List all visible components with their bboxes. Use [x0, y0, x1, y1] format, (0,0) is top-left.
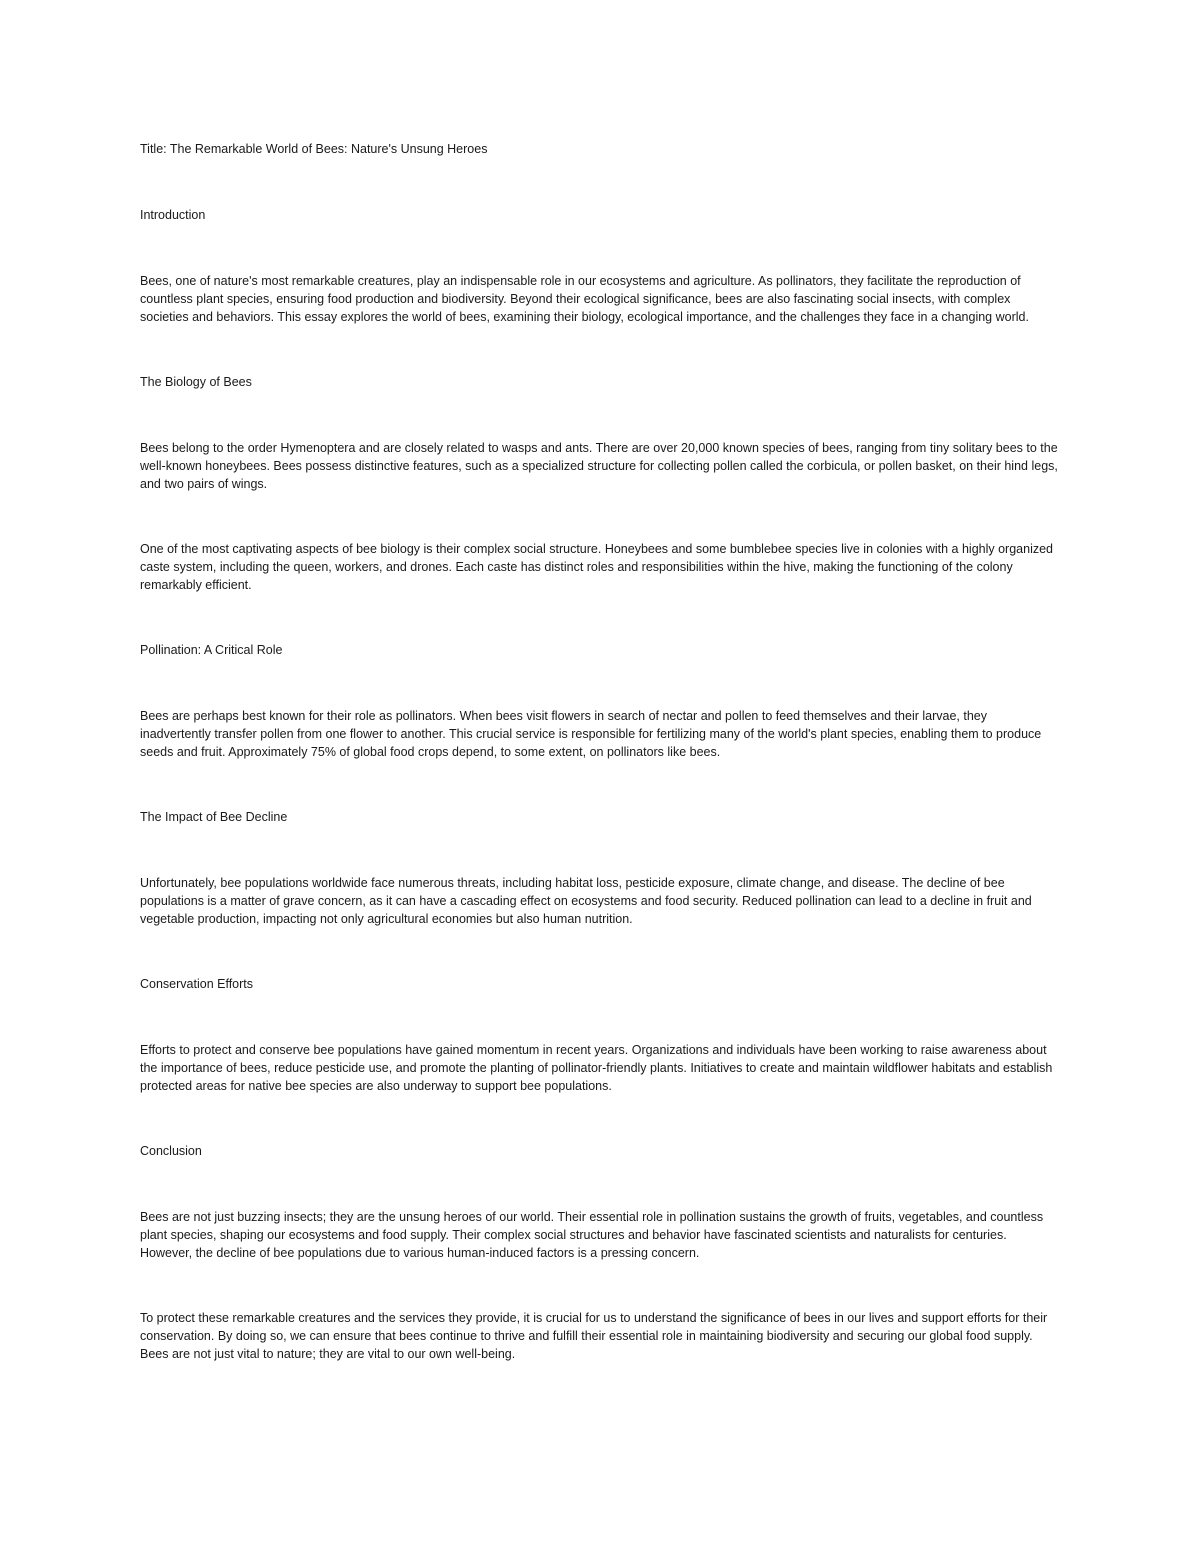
- paragraph-biology-2: One of the most captivating aspects of bee biology is their complex social structure. Honeybees and some bumblebee species live in colonies with a highly organized caste system, including the queen, workers, and drones. Each caste has distinct roles and responsibilities within the hive, making the functioning of the colony remarkably efficient.: [140, 542, 1054, 592]
- paragraph-introduction: Bees, one of nature's most remarkable creatures, play an indispensable role in our ecosystems and agriculture. As pollinators, they facilitate the reproduction of countless plant species, ensuring food production and biodiversity. Beyond their ecological significance, bees are also fascinating social insects, with complex societies and behaviors. This essay explores the world of bees, examining their biology, ecological importance, and the challenges they face in a changing world.: [140, 274, 1029, 324]
- section-heading-conclusion: Conclusion: [140, 1144, 202, 1158]
- section-heading-conservation: Conservation Efforts: [140, 977, 254, 991]
- section-heading-pollination: Pollination: A Critical Role: [140, 643, 283, 657]
- section-heading-bee-decline: The Impact of Bee Decline: [140, 810, 288, 824]
- paragraph-conservation: Efforts to protect and conserve bee populations have gained momentum in recent years. Organizations and individuals have been working to raise awareness about the importance of bees, reduce pesticide use, and promote the planting of pollinator-friendly plants. Initiatives to create and maintain wildflower habitats and establish protected areas for native bee species are also underway to support bee populations.: [140, 1043, 1053, 1093]
- paragraph-conclusion-1: Bees are not just buzzing insects; they are the unsung heroes of our world. Their essential role in pollination sustains the growth of fruits, vegetables, and countless plant species, shaping our ecosystems and food supply. Their complex social structures and behavior have fascinated scientists and naturalists for centuries. However, the decline of bee populations due to various human-induced factors is a pressing concern.: [140, 1210, 1044, 1260]
- document-title: Title: The Remarkable World of Bees: Nature's Unsung Heroes: [140, 142, 488, 156]
- paragraph-biology-1: Bees belong to the order Hymenoptera and are closely related to wasps and ants. There are over 20,000 known species of bees, ranging from tiny solitary bees to the well-known honeybees. Bees possess distinctive features, such as a specialized structure for collecting pollen called the corbicula, or pollen basket, on their hind legs, and two pairs of wings.: [140, 441, 1058, 491]
- document-page: [140, 140, 1060, 1363]
- paragraph-conclusion-2: To protect these remarkable creatures and the services they provide, it is crucial for us to understand the significance of bees in our lives and support efforts for their conservation. By doing so, we can ensure that bees continue to thrive and fulfill their essential role in maintaining biodiversity and securing our global food supply. Bees are not just vital to nature; they are vital to our own well-being.: [140, 1311, 1048, 1361]
- section-heading-biology: The Biology of Bees: [140, 375, 252, 389]
- section-heading-introduction: Introduction: [140, 208, 206, 222]
- paragraph-bee-decline: Unfortunately, bee populations worldwide face numerous threats, including habitat loss, pesticide exposure, climate change, and disease. The decline of bee populations is a matter of grave concern, as it can have a cascading effect on ecosystems and food security. Reduced pollination can lead to a decline in fruit and vegetable production, impacting not only agricultural economies but also human nutrition.: [140, 876, 1032, 926]
- paragraph-pollination: Bees are perhaps best known for their role as pollinators. When bees visit flowers in search of nectar and pollen to feed themselves and their larvae, they inadvertently transfer pollen from one flower to another. This crucial service is responsible for fertilizing many of the world's plant species, enabling them to produce seeds and fruit. Approximately 75% of global food crops depend, to some extent, on pollinators like bees.: [140, 709, 1042, 759]
